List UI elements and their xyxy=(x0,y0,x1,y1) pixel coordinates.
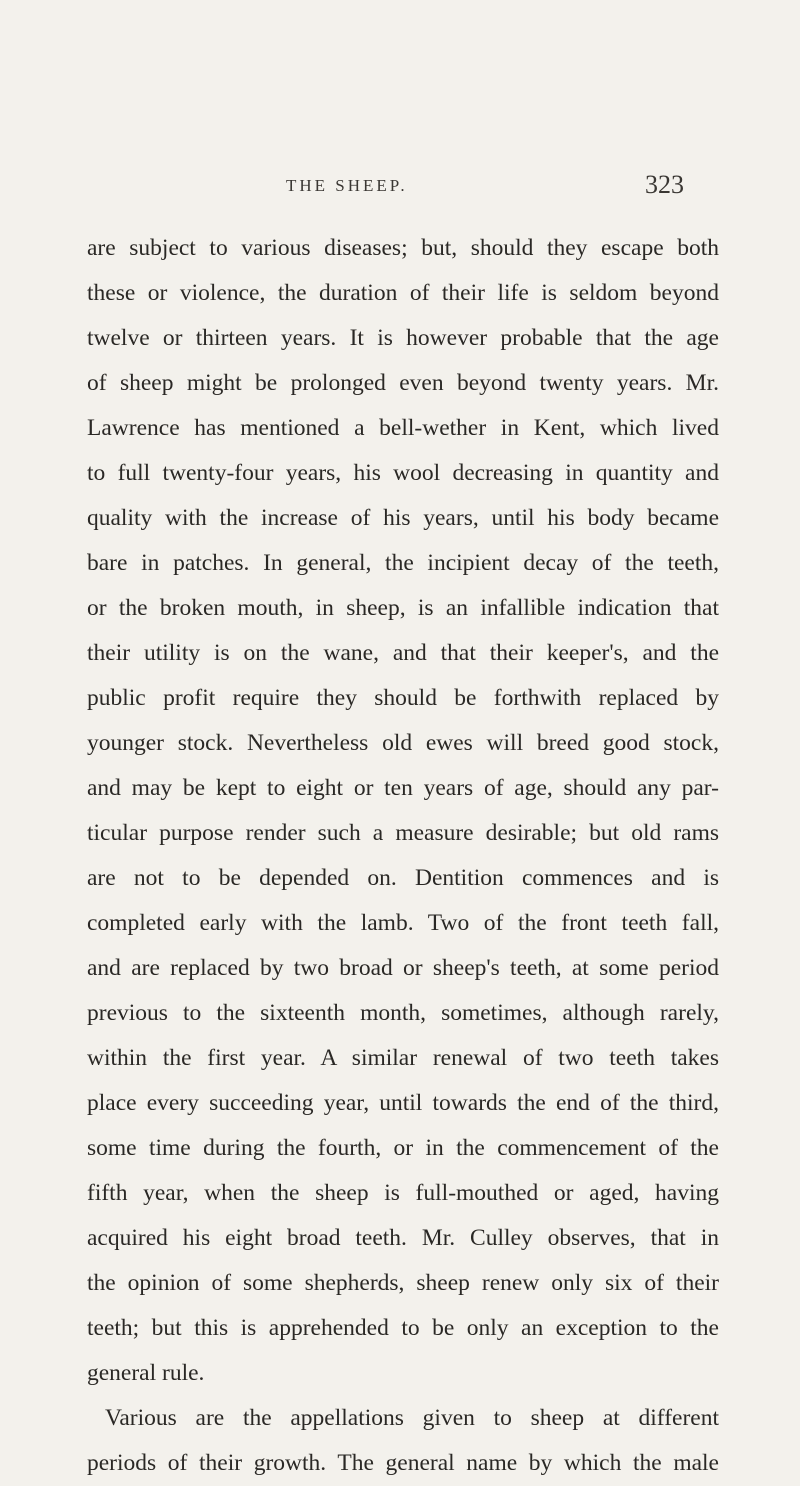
running-head xyxy=(0,170,800,206)
text-line: place every succeeding year, until towards the end of the third, xyxy=(87,1090,719,1116)
text-line: completed early with the lamb. Two of the front teeth fall, xyxy=(87,910,719,936)
paragraph-start-line: Various are the appellations given to sheep at different xyxy=(105,1405,719,1431)
text-line: or the broken mouth, in sheep, is an infallible indication that xyxy=(87,595,719,621)
text-line: younger stock. Nevertheless old ewes will breed good stock, xyxy=(87,730,719,756)
text-line: quality with the increase of his years, until his body became xyxy=(87,505,719,531)
text-line: of sheep might be prolonged even beyond twenty years. Mr. xyxy=(87,370,719,396)
text-line: and are replaced by two broad or sheep's teeth, at some period xyxy=(87,955,719,981)
text-line: twelve or thirteen years. It is however probable that the age xyxy=(87,325,719,351)
text-line: bare in patches. In general, the incipient decay of the teeth, xyxy=(87,550,719,576)
text-line: the opinion of some shepherds, sheep renew only six of their xyxy=(87,1270,719,1296)
text-line: and may be kept to eight or ten years of age, should any par- xyxy=(87,775,719,801)
text-line: within the first year. A similar renewal of two teeth takes xyxy=(87,1045,719,1071)
text-line: some time during the fourth, or in the commencement of the xyxy=(87,1135,719,1161)
text-line: to full twenty-four years, his wool decreasing in quantity and xyxy=(87,460,719,486)
text-line: ticular purpose render such a measure desirable; but old rams xyxy=(87,820,719,846)
text-line: acquired his eight broad teeth. Mr. Culley observes, that in xyxy=(87,1225,719,1251)
running-title: THE SHEEP. xyxy=(286,176,408,195)
text-line: are subject to various diseases; but, should they escape both xyxy=(87,235,719,261)
paragraph-end-line: general rule. xyxy=(87,1360,205,1386)
text-line: public profit require they should be forthwith replaced by xyxy=(87,685,719,711)
text-line: their utility is on the wane, and that their keeper's, and the xyxy=(87,640,719,666)
body-text xyxy=(87,226,719,1486)
text-line: teeth; but this is apprehended to be only an exception to the xyxy=(87,1315,719,1341)
text-line: fifth year, when the sheep is full-mouthed or aged, having xyxy=(87,1180,719,1206)
page-number: 323 xyxy=(645,170,684,199)
text-line: periods of their growth. The general name by which the male xyxy=(87,1450,719,1476)
text-line: these or violence, the duration of their life is seldom beyond xyxy=(87,280,719,306)
text-line: Lawrence has mentioned a bell-wether in Kent, which lived xyxy=(87,415,719,441)
text-line: are not to be depended on. Dentition commences and is xyxy=(87,865,719,891)
text-line: previous to the sixteenth month, sometimes, although rarely, xyxy=(87,1000,719,1026)
